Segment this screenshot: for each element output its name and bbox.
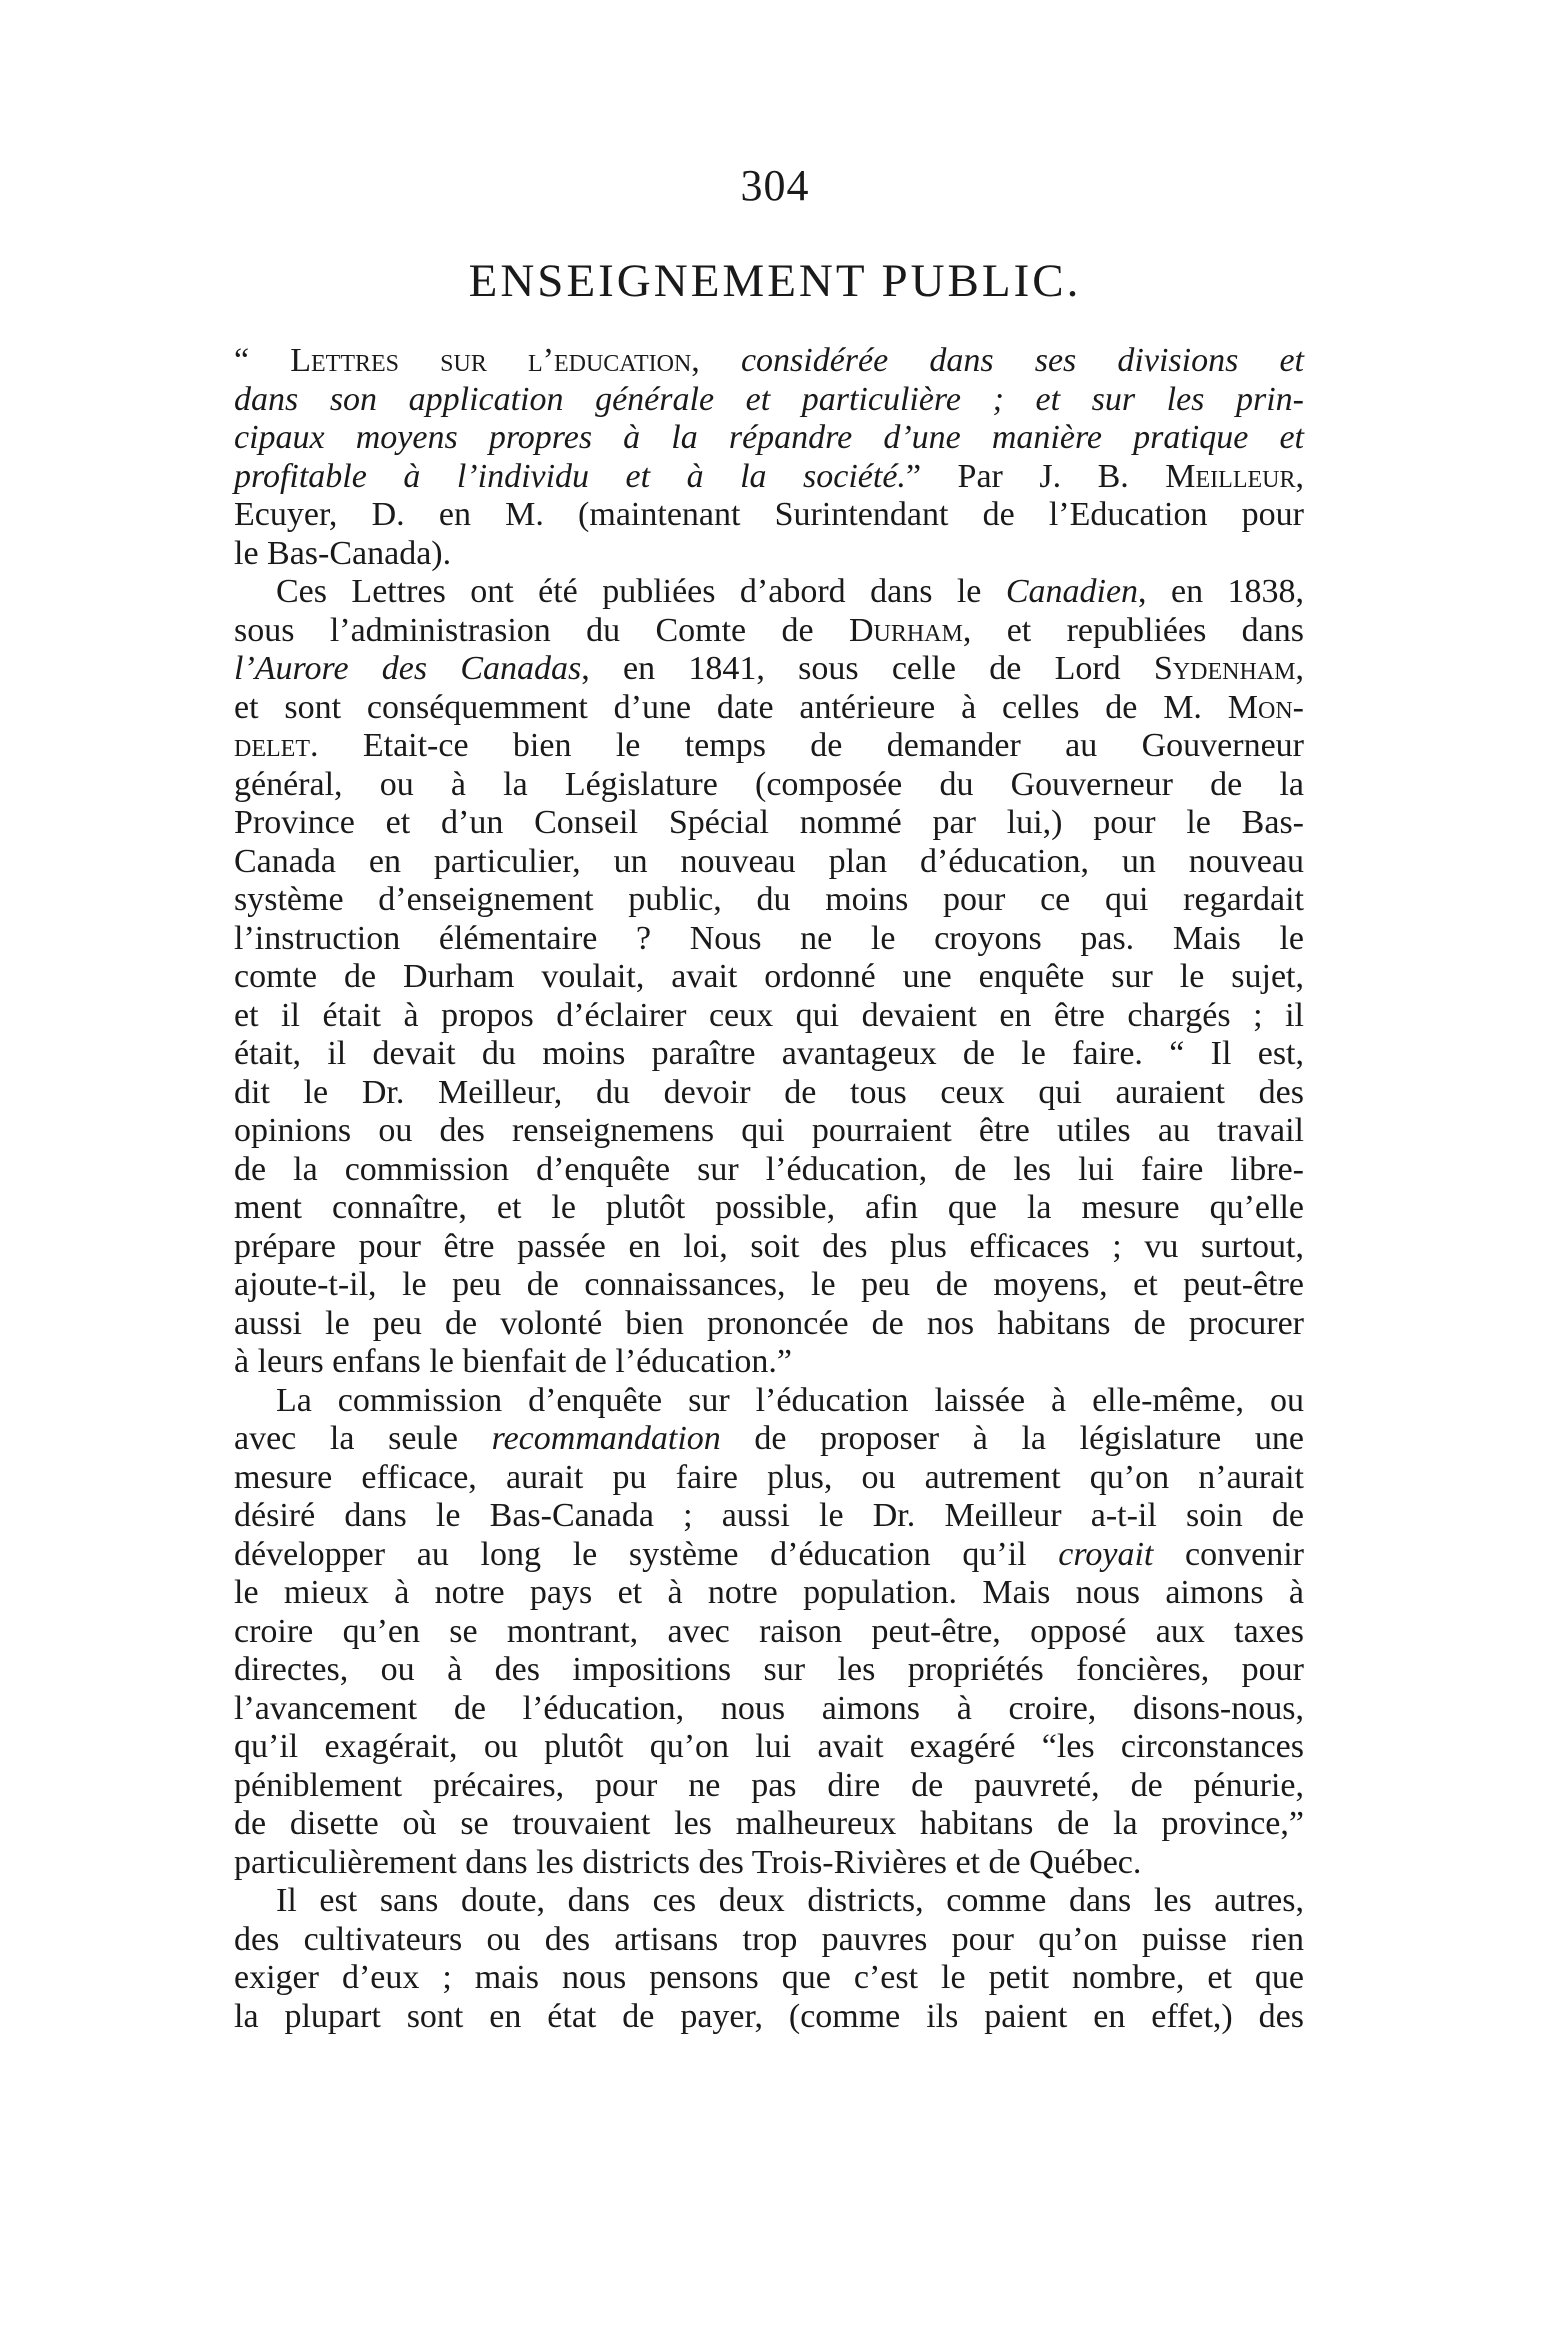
text-span: croyait (1058, 1535, 1154, 1573)
text-span: la plupart sont en état de payer, (comme ils paient en effet,) des (234, 1997, 1304, 2035)
text-span: convenir (1153, 1535, 1304, 1573)
text-line (234, 650, 1304, 689)
text-line (234, 1536, 1304, 1575)
text-line (234, 535, 1304, 574)
text-line (234, 1844, 1304, 1883)
text-line (234, 1382, 1304, 1421)
text-span: péniblement précaires, pour ne pas dire de pauvreté, de pénurie, (234, 1766, 1304, 1804)
text-line (234, 766, 1304, 805)
text-line (234, 1959, 1304, 1998)
text-line (234, 1805, 1304, 1844)
text-line (234, 1228, 1304, 1267)
text-line (234, 881, 1304, 920)
page-title: ENSEIGNEMENT PUBLIC. (468, 255, 1082, 307)
text-span: Canadien (1005, 573, 1139, 610)
text-span: mesure efficace, aurait pu faire plus, ou autrement qu’on n’aurait (234, 1458, 1304, 1496)
text-span: avec la seule (234, 1420, 492, 1457)
text-span: Meilleur (1165, 457, 1296, 495)
text-span: Ces Lettres ont été publiées d’abord dans le (276, 573, 1006, 610)
text-span: ” Par J. B. (905, 457, 1166, 495)
text-span: Il est sans doute, dans ces deux districts, comme dans les autres, (276, 1882, 1304, 1919)
text-span: des cultivateurs ou des artisans trop pauvres pour qu’on puisse rien (234, 1920, 1304, 1958)
text-line (234, 1189, 1304, 1228)
text-span: ajoute-t-il, le peu de connaissances, le peu de moyens, et peut-être (234, 1266, 1304, 1303)
text-span: système d’enseignement public, du moins pour ce qui regardait (234, 881, 1304, 918)
text-span: Durham (848, 611, 963, 649)
text-span: , en 1841, sous celle de Lord (581, 650, 1154, 687)
text-line (234, 1343, 1304, 1382)
text-line (234, 1651, 1304, 1690)
text-span: , en 1838, (1138, 573, 1305, 610)
text-line (234, 689, 1304, 728)
text-span: croire qu’en se montrant, avec raison peut-être, opposé aux taxes (234, 1612, 1304, 1650)
text-span: , (1295, 457, 1304, 495)
text-line (234, 496, 1304, 535)
text-line (234, 1728, 1304, 1767)
text-span: l’instruction élémentaire ? Nous ne le croyons pas. Mais le (234, 919, 1304, 957)
text-span: développer au long le système d’éducation qu’il (234, 1535, 1059, 1573)
text-span: était, il devait du moins paraître avantageux de le faire. “ Il est, (234, 1035, 1304, 1072)
text-span: de la commission d’enquête sur l’éducation, de les lui faire libre- (234, 1150, 1304, 1188)
text-line (234, 1613, 1304, 1652)
text-span: delet (234, 727, 310, 764)
text-span: Lettres sur l’education (290, 342, 692, 379)
text-span: Province et d’un Conseil Spécial nommé par lui,) pour le Bas- (234, 804, 1304, 841)
page-number: 304 (740, 161, 810, 210)
text-span: général, ou à la Législature (composée du Gouverneur de la (234, 765, 1304, 803)
text-span: , (1295, 650, 1304, 687)
text-span: sous l’administrasion du Comte de (234, 611, 849, 649)
text-span: directes, ou à des impositions sur les propriétés foncières, pour (234, 1651, 1304, 1688)
text-line (234, 1574, 1304, 1613)
text-span: Sydenham (1153, 650, 1296, 687)
text-line (234, 843, 1304, 882)
text-line (234, 1112, 1304, 1151)
text-line (234, 1266, 1304, 1305)
text-line (234, 727, 1304, 766)
text-line (234, 804, 1304, 843)
text-line (234, 1035, 1304, 1074)
text-span: dans son application générale et particulière ; et sur les prin- (234, 380, 1304, 418)
text-span: dit le Dr. Meilleur, du devoir de tous ceux qui auraient des (234, 1073, 1304, 1111)
text-span: exiger d’eux ; mais nous pensons que c’est le petit nombre, et que (234, 1959, 1304, 1996)
text-line (234, 1767, 1304, 1806)
text-line (234, 958, 1304, 997)
text-span: prépare pour être passée en loi, soit des plus efficaces ; vu surtout, (234, 1227, 1304, 1265)
text-line (234, 997, 1304, 1036)
text-line (234, 1074, 1304, 1113)
text-line (234, 1305, 1304, 1344)
text-span: considérée dans ses divisions et (740, 342, 1304, 379)
text-span: l’Aurore des Canadas (234, 650, 582, 687)
text-line (234, 1921, 1304, 1960)
text-span: Canada en particulier, un nouveau plan d’éducation, un nouveau (234, 842, 1304, 880)
text-line (234, 920, 1304, 959)
text-span: qu’il exagérait, ou plutôt qu’on lui avait exagéré “les circonstances (234, 1728, 1304, 1765)
text-span: . Etait-ce bien le temps de demander au Gouverneur (309, 727, 1304, 764)
text-line (234, 1420, 1304, 1459)
text-span: “ (234, 342, 291, 379)
text-span: comte de Durham voulait, avait ordonné une enquête sur le sujet, (234, 958, 1304, 995)
text-span: Mon- (1227, 688, 1304, 726)
text-line (234, 573, 1304, 612)
text-line (234, 1459, 1304, 1498)
text-line (234, 458, 1304, 497)
text-line (234, 1151, 1304, 1190)
text-span: , et republiées dans (962, 611, 1304, 649)
text-span: profitable à l’individu et à la société. (234, 457, 906, 495)
text-line (234, 419, 1304, 458)
text-span: opinions ou des renseignemens qui pourraient être utiles au travail (234, 1112, 1304, 1149)
text-span: , (691, 342, 741, 379)
body-text (234, 342, 1304, 2036)
text-line (234, 1882, 1304, 1921)
text-span: le Bas-Canada). (234, 534, 452, 572)
text-line (234, 1497, 1304, 1536)
text-span: à leurs enfans le bienfait de l’éducation.” (234, 1343, 792, 1380)
text-span: et sont conséquemment d’une date antérieure à celles de M. (234, 688, 1228, 726)
text-line (234, 612, 1304, 651)
text-line (234, 342, 1304, 381)
text-span: et il était à propos d’éclairer ceux qui devaient en être chargés ; il (234, 996, 1304, 1034)
text-span: aussi le peu de volonté bien prononcée de nos habitans de procurer (234, 1304, 1304, 1342)
text-span: ment connaître, et le plutôt possible, afin que la mesure qu’elle (234, 1189, 1304, 1226)
text-span: cipaux moyens propres à la répandre d’une manière pratique et (234, 419, 1304, 456)
text-line (234, 1998, 1304, 2037)
text-span: l’avancement de l’éducation, nous aimons à croire, disons-nous, (234, 1689, 1304, 1727)
text-span: Ecuyer, D. en M. (maintenant Surintendant de l’Education pour (234, 496, 1304, 533)
text-span: le mieux à notre pays et à notre population. Mais nous aimons à (234, 1574, 1304, 1611)
text-span: recommandation (491, 1420, 721, 1457)
text-span: de proposer à la législature une (720, 1420, 1305, 1457)
text-span: de disette où se trouvaient les malheureux habitans de la province,” (234, 1805, 1304, 1842)
text-line (234, 1690, 1304, 1729)
text-line (234, 381, 1304, 420)
text-span: La commission d’enquête sur l’éducation laissée à elle-même, ou (276, 1381, 1304, 1419)
text-span: désiré dans le Bas-Canada ; aussi le Dr. Meilleur a-t-il soin de (234, 1497, 1304, 1534)
text-span: particulièrement dans les districts des Trois-Rivières et de Québec. (234, 1843, 1142, 1881)
